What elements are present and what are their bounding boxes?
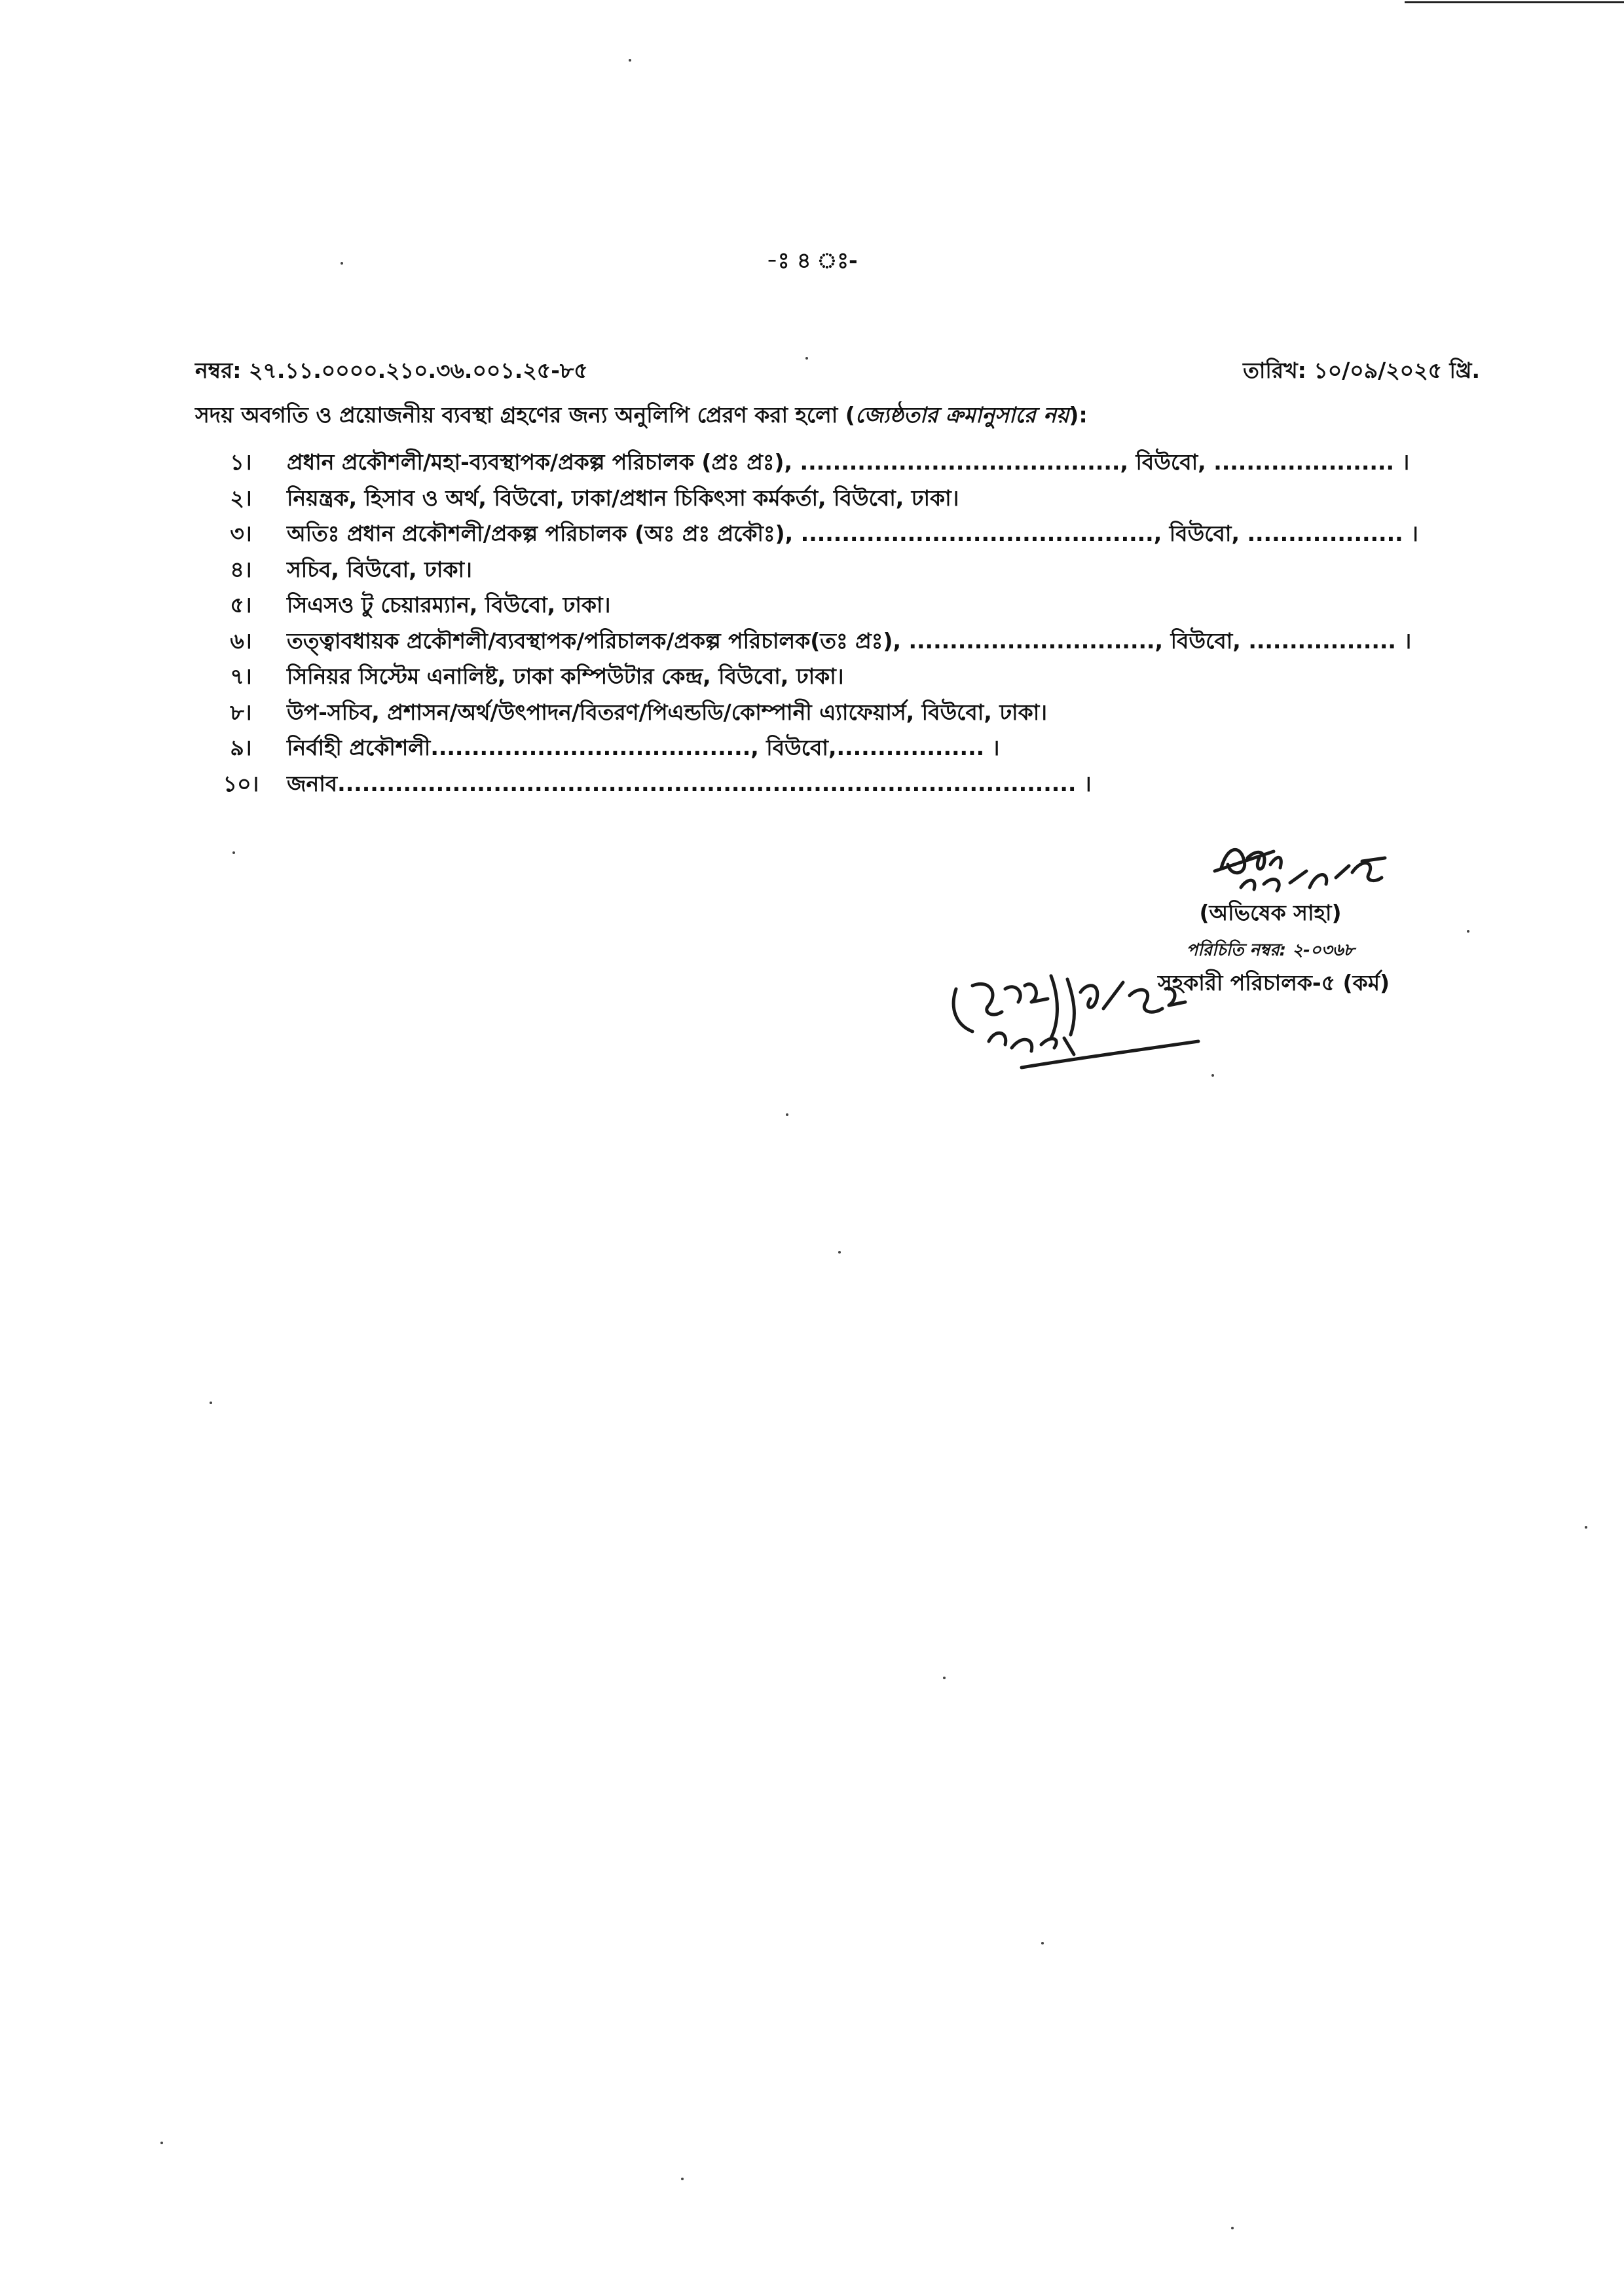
- item-text: সিএসও টু চেয়ারম্যান, বিউবো, ঢাকা।: [287, 592, 611, 618]
- item-number: ১০।: [223, 770, 259, 796]
- item-number: ৭।: [230, 663, 252, 689]
- intro-text: সদয় অবগতি ও প্রয়োজনীয় ব্যবস্থা গ্রহণের জন্য অনুলিপি প্রেরণ করা হলো (: [195, 402, 855, 428]
- list-item: [195, 624, 1480, 660]
- memo-number: নম্বর: ২৭.১১.০০০০.২১০.৩৬.০০১.২৫-৮৫: [195, 358, 588, 383]
- distribution-list: [195, 445, 1480, 802]
- handwritten-receipt-note: [943, 963, 1205, 1074]
- item-number: ৬।: [230, 627, 252, 654]
- item-text: উপ-সচিব, প্রশাসন/অর্থ/উৎপাদন/বিতরণ/পিএন্ডডি/কোম্পানী এ্যাফেয়ার্স, বিউবো, ঢাকা।: [287, 699, 1048, 725]
- item-text: অতিঃ প্রধান প্রকৌশলী/প্রকল্প পরিচালক (অঃ প্রঃ প্রকৌঃ), ..........................................., বিউবো, ................... ।: [287, 521, 1418, 546]
- intro-close: ):: [1069, 402, 1088, 428]
- item-text: সচিব, বিউবো, ঢাকা।: [287, 556, 472, 582]
- item-number: ৪।: [230, 556, 252, 582]
- scan-speck: [1041, 1942, 1044, 1944]
- scan-speck: [1211, 1074, 1214, 1077]
- item-text: জনাব.......................................................................................... ।: [287, 770, 1092, 796]
- list-item: [195, 660, 1480, 696]
- scan-speck: [341, 262, 343, 265]
- list-item: [195, 731, 1480, 767]
- item-number: ২।: [230, 485, 252, 511]
- item-text: সিনিয়র সিস্টেম এনালিষ্ট, ঢাকা কম্পিউটার কেন্দ্র, বিউবো, ঢাকা।: [287, 663, 844, 689]
- scan-speck: [629, 59, 631, 62]
- handwritten-signature: [1202, 832, 1398, 897]
- scan-speck: [681, 2178, 684, 2180]
- list-item: [195, 588, 1480, 624]
- scan-speck: [160, 2142, 163, 2144]
- distribution-intro: [195, 398, 1505, 435]
- signatory-designation: সহকারী পরিচালক-৫ (কর্ম): [1158, 970, 1390, 995]
- list-item: [195, 767, 1480, 803]
- reference-row: [195, 354, 1480, 390]
- list-item: [195, 517, 1480, 553]
- item-text: নির্বাহী প্রকৌশলী......................................., বিউবো,.................. ।: [287, 735, 1000, 760]
- item-number: ৫।: [230, 592, 252, 618]
- scan-speck: [1231, 2227, 1234, 2229]
- scan-speck: [1585, 1526, 1587, 1529]
- top-edge-rule: [1405, 1, 1624, 3]
- item-number: ৯।: [230, 735, 252, 760]
- scan-speck: [838, 1251, 841, 1254]
- item-number: ৩।: [230, 521, 252, 546]
- item-number: ৮।: [230, 699, 252, 725]
- item-number: ১।: [230, 449, 252, 475]
- scan-speck: [786, 1113, 788, 1116]
- list-item: [195, 445, 1480, 481]
- scan-speck: [943, 1677, 946, 1679]
- scan-speck: [232, 851, 235, 854]
- item-text: প্রধান প্রকৌশলী/মহা-ব্যবস্থাপক/প্রকল্প পরিচালক (প্রঃ প্রঃ), ......................................., বিউবো, ...................... ।: [287, 449, 1410, 475]
- signatory-name: (অভিষেক সাহা): [1199, 900, 1342, 925]
- list-item: [195, 696, 1480, 732]
- intro-note: জ্যেষ্ঠতার ক্রমানুসারে নয়: [855, 402, 1069, 428]
- page-number: -ঃ ৪ ঃ-: [766, 248, 858, 273]
- list-item: [195, 481, 1480, 517]
- scan-speck: [1467, 930, 1469, 933]
- signatory-id-number: পরিচিতি নম্বর: ২-০৩৬৮: [1186, 940, 1355, 960]
- list-item: [195, 553, 1480, 589]
- memo-date: তারিখ: ১০/০৯/২০২৫ খ্রি.: [1243, 358, 1480, 383]
- scan-speck: [210, 1402, 212, 1404]
- item-text: নিয়ন্ত্রক, হিসাব ও অর্থ, বিউবো, ঢাকা/প্রধান চিকিৎসা কর্মকর্তা, বিউবো, ঢাকা।: [287, 485, 959, 511]
- item-text: তত্ত্বাবধায়ক প্রকৌশলী/ব্যবস্থাপক/পরিচালক/প্রকল্প পরিচালক(তঃ প্রঃ), .............................., বিউবো, .................. ।: [287, 627, 1412, 654]
- scan-speck: [805, 357, 808, 360]
